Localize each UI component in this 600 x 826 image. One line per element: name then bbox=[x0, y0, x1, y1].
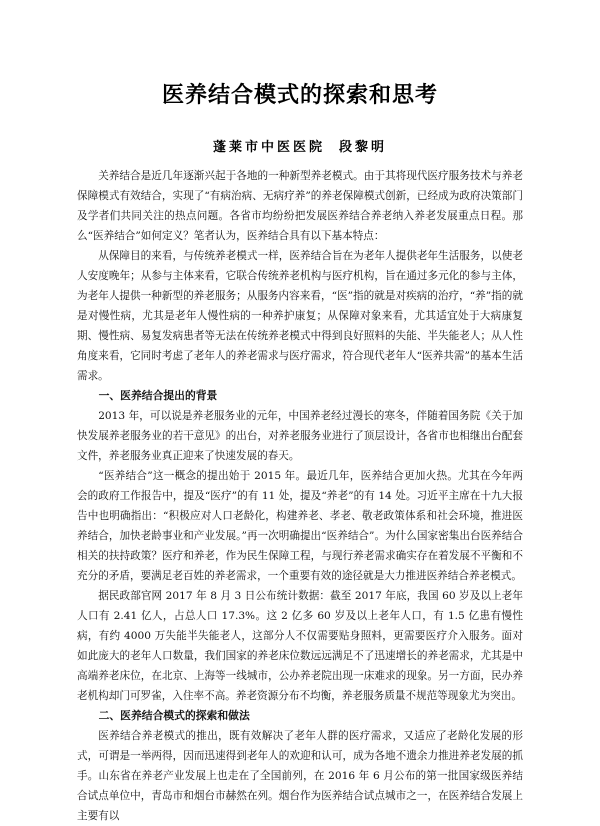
body-paragraph: 据民政部官网 2017 年 8 月 3 日公布统计数据：截至 2017 年底，我国 60 岁及以上老年人口有 2.41 亿人，占总人口 17.3%。这 2 亿多 60 岁及以上老年人口，有 1.5 亿患有慢性病，有约 4000 万失能半失能老人，这部分人不仅需要贴身照料，更需要医疗介入服务。面对如此庞大的老年人口数量，我们国家的养老床位数远远满足不了迅速增长的养老需求，尤其是中高端养老床位，在北京、上海等一线城市，公办养老院出现一床难求的现象。另一方面，民办养老机构却门可罗雀，入住率不高。养老资源分布不均衡，养老服务质量不规范等现象尤为突出。 bbox=[77, 590, 523, 702]
article-title: 医养结合模式的探索和思考 bbox=[161, 82, 438, 108]
body-paragraph: 医养结合养老模式的推出，既有效解决了老年人群的医疗需求，又适应了老龄化发展的形式，可谓是一举两得，因而迅速得到老年人的欢迎和认可，成为各地不遗余力推进养老发展的抓手。山东省在养老产业发展上也走在了全国前列，在 2016 年 6 月公布的第一批国家级医养结合试点单位中，青岛市和烟台市赫然在列。烟台作为医养结合试点城市之一，在医养结合发展上主要有以 bbox=[77, 730, 523, 822]
author-name: 段黎明 bbox=[339, 140, 388, 155]
intro-paragraph: 从保障目的来看，与传统养老模式一样，医养结合旨在为老年人提供老年生活服务，以使老人安度晚年；从参与主体来看，它联合传统养老机构与医疗机构，旨在通过多元化的参与主体，为老年人提供一种新型的养老服务；从服务内容来看，“医”指的就是对疾病的治疗，“养”指的就是对慢性病，尤其是老年人慢性病的一种养护康复；从保障对象来看，尤其适宜处于大病康复期、慢性病、易复发病患者等无法在传统养老模式中得到良好照料的失能、半失能老人；从人性角度来看，它同时考虑了老年人的养老需求与医疗需求，符合现代老年人“医养共需”的基本生活需求。 bbox=[77, 250, 523, 382]
intro-paragraph: 关养结合是近几年逐渐兴起于各地的一种新型养老模式。由于其将现代医疗服务技术与养老保障模式有效结合，实现了“有病治病、无病疗养”的养老保障模式创新，已经成为政府决策部门及学者们共同关注的热点问题。各省市均纷纷把发展医养结合养老纳入养老发展重点日程。那么“医养结合”如何定义？笔者认为，医养结合具有以下基本特点： bbox=[77, 170, 523, 242]
section-heading: 一、医养结合提出的背景 bbox=[98, 389, 218, 402]
author-line bbox=[0, 136, 600, 155]
body-paragraph: “医养结合”这一概念的提出始于 2015 年。最近几年，医养结合更加火热。尤其在今年两会的政府工作报告中，提及“医疗”的有 11 处，提及“养老”的有 14 处。习近平主席在十九大报告中也明确指出：“积极应对人口老龄化，构建养老、孝老、敬老政策体系和社会环境，推进医养结合，加快老龄事业和产业发展。”再一次明确提出“医养结合”。为什么国家密集出台医养结合相关的扶持政策？医疗和养老，作为民生保障工程，与现行养老需求确实存在着发展不平衡和不充分的矛盾，要满足老百姓的养老需求，一个重要有效的途径就是大力推进医养结合养老模式。 bbox=[77, 470, 523, 582]
author-institution: 蓬莱市中医医院 bbox=[212, 140, 325, 155]
section-heading: 二、医养结合模式的探索和做法 bbox=[98, 709, 250, 722]
body-paragraph: 2013 年，可以说是养老服务业的元年，中国养老经过漫长的寒冬，伴随着国务院《关于加快发展养老服务业的若干意见》的出台，对养老服务业进行了顶层设计，各省市也相继出台配套文件，养老服务业真正迎来了快速发展的春天。 bbox=[77, 410, 523, 462]
article-body bbox=[77, 166, 523, 826]
